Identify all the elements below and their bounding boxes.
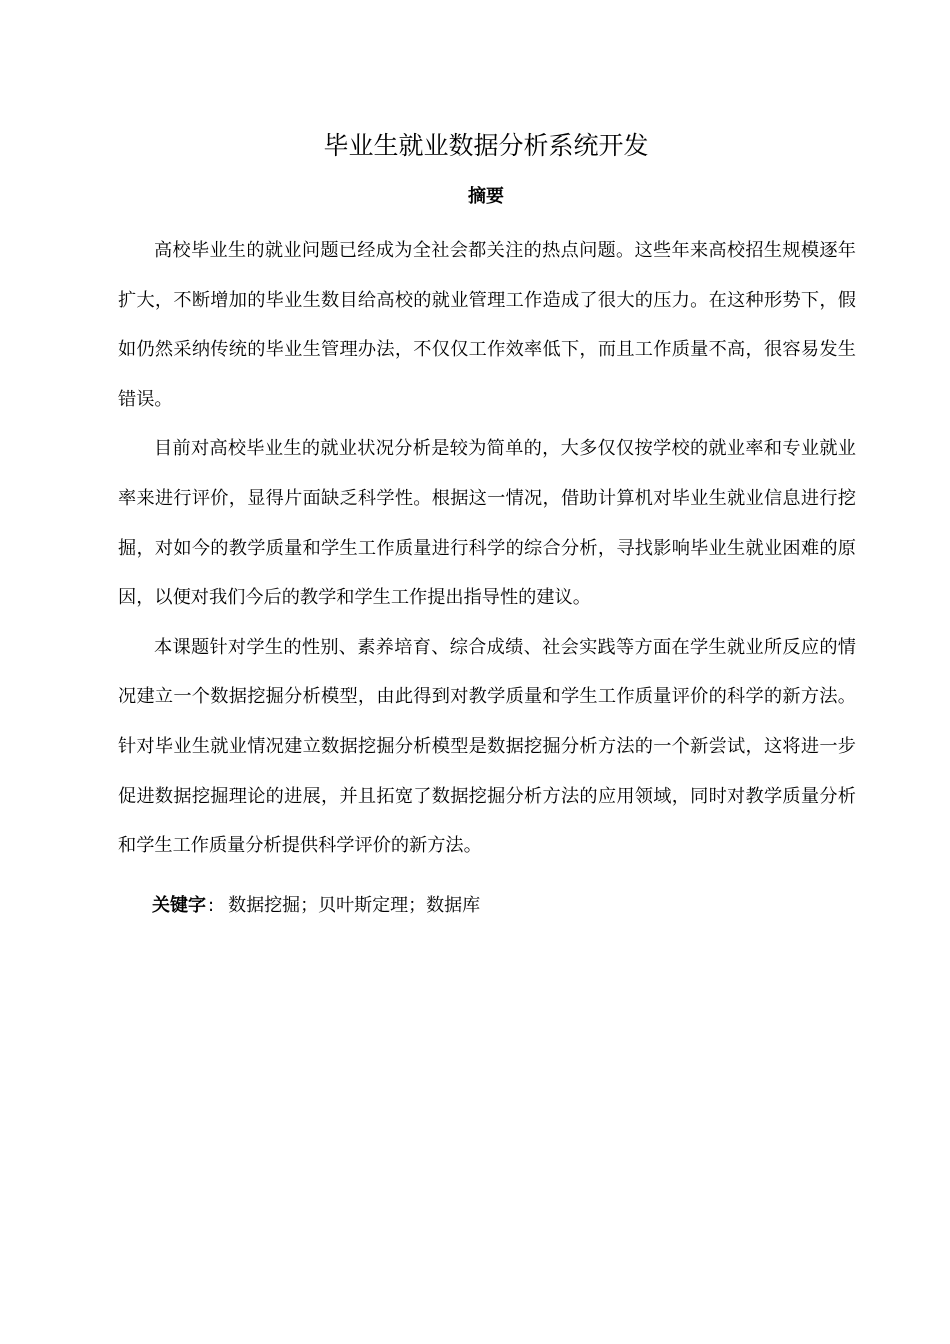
- keywords-label: 关键字: [152, 895, 206, 916]
- abstract-paragraph-3: 本课题针对学生的性别、素养培育、综合成绩、社会实践等方面在学生就业所反应的情况建立一个数据挖掘分析模型，由此得到对教学质量和学生工作质量评价的科学的新方法。针对毕业生就业情况建立数据挖掘分析模型是数据挖掘分析方法的一个新尝试，这将进一步促进数据挖掘理论的进展，并且拓宽了数据挖掘分析方法的应用领域，同时对教学质量分析和学生工作质量分析提供科学评价的新方法。: [118, 636, 856, 857]
- keywords-line: [152, 888, 480, 924]
- document-title: 毕业生就业数据分析系统开发: [323, 131, 649, 160]
- keywords-value: 数据挖掘；贝叶斯定理；数据库: [228, 895, 481, 916]
- abstract-paragraph-2: 目前对高校毕业生的就业状况分析是较为简单的，大多仅仅按学校的就业率和专业就业率来进行评价，显得片面缺乏科学性。根据这一情况，借助计算机对毕业生就业信息进行挖掘，对如今的教学质量和学生工作质量进行科学的综合分析，寻找影响毕业生就业困难的原因，以便对我们今后的教学和学生工作提出指导性的建议。: [118, 438, 856, 609]
- abstract-body: [118, 226, 856, 871]
- abstract-heading: 摘要: [468, 186, 504, 207]
- abstract-paragraph-1: 高校毕业生的就业问题已经成为全社会都关注的热点问题。这些年来高校招生规模逐年扩大，不断增加的毕业生数目给高校的就业管理工作造成了很大的压力。在这种形势下，假如仍然采纳传统的毕业生管理办法，不仅仅工作效率低下，而且工作质量不高，很容易发生错误。: [118, 240, 856, 410]
- keywords-separator: :: [208, 895, 215, 916]
